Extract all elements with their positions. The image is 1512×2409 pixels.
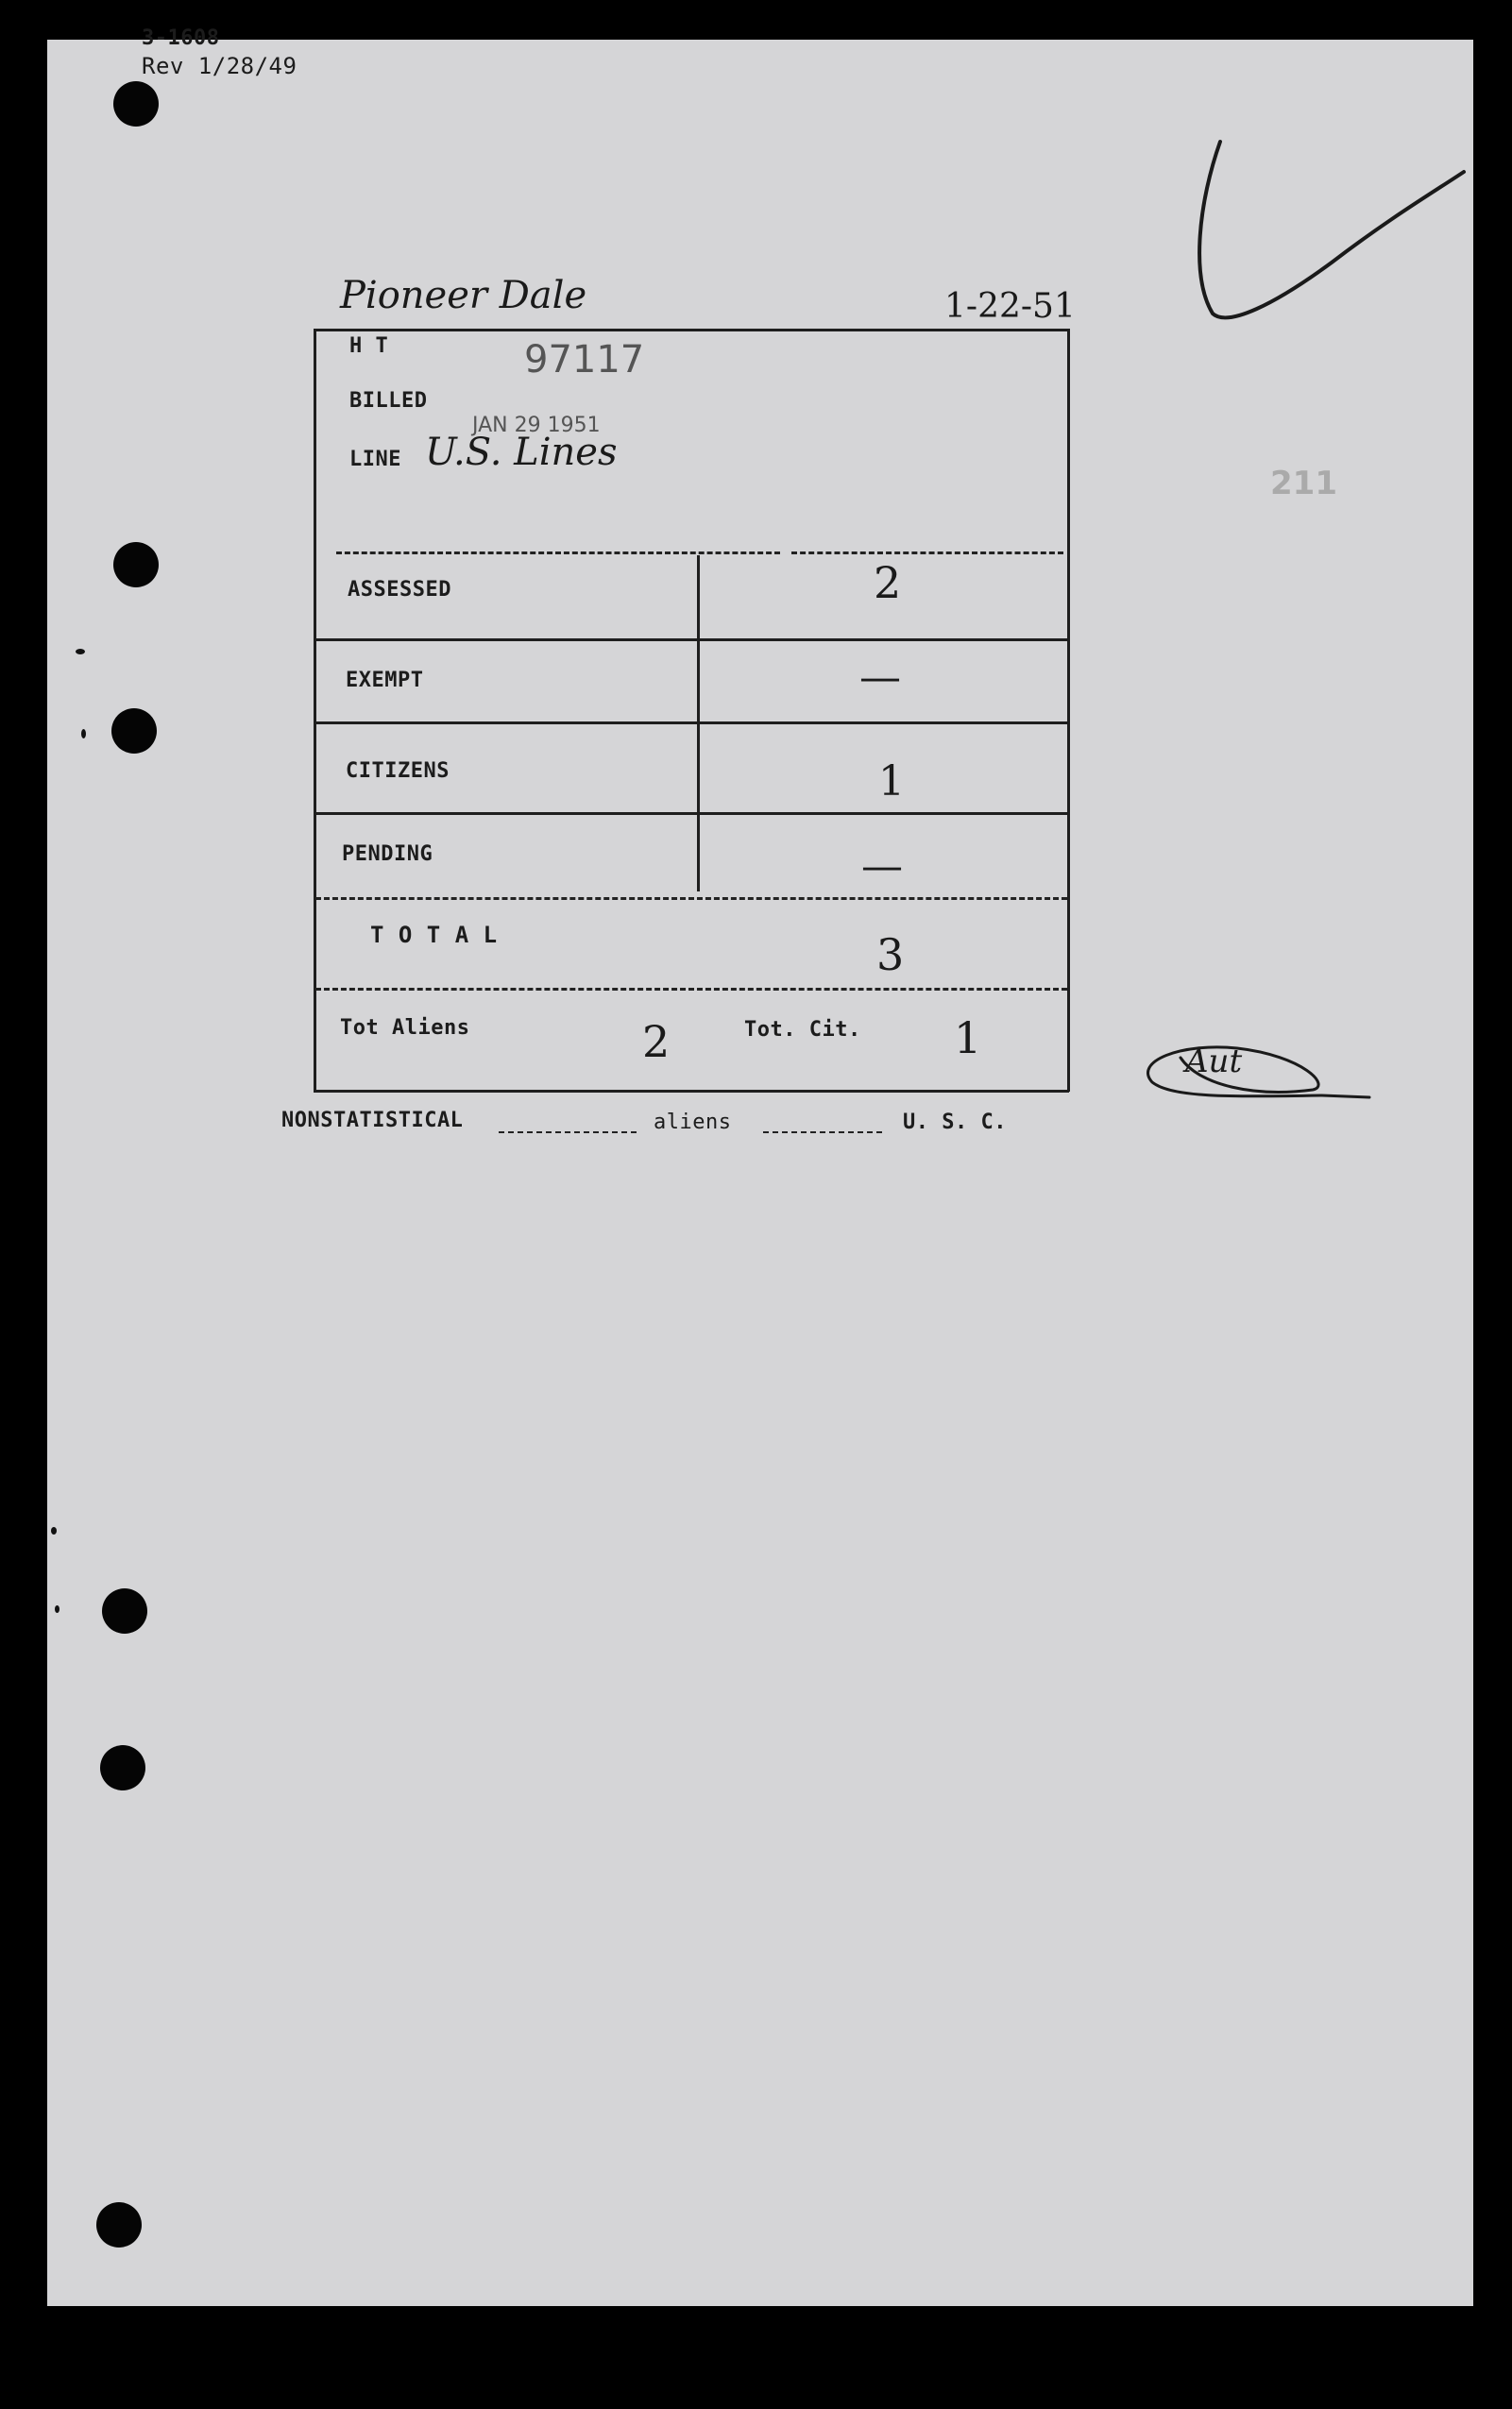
tot-cit-label: Tot. Cit.	[744, 1018, 861, 1042]
form-border-bottom	[314, 1090, 1069, 1093]
usc-label: U. S. C.	[903, 1111, 1007, 1134]
total-label: T O T A L	[370, 922, 498, 948]
tot-aliens-label: Tot Aliens	[340, 1016, 470, 1040]
initials-loop	[1148, 1047, 1369, 1097]
row-separator	[315, 721, 1067, 724]
billed-label: BILLED	[349, 389, 428, 413]
aliens-blank	[763, 1131, 882, 1133]
form-border-right	[1067, 329, 1070, 1092]
header-separator-right	[791, 551, 1063, 554]
form-number: 3-1608	[142, 26, 220, 50]
document-page	[47, 26, 1473, 2306]
row-separator	[315, 897, 1067, 900]
nonstatistical-blank	[499, 1131, 637, 1133]
form-border-top	[314, 329, 1069, 331]
pending-label: PENDING	[342, 842, 433, 866]
exempt-label: EXEMPT	[346, 669, 424, 692]
row-separator	[315, 988, 1067, 991]
assessed-value: 2	[874, 557, 902, 608]
vessel-name: Pioneer Dale	[340, 274, 587, 317]
tot-cit-value: 1	[954, 1012, 982, 1063]
form-border-left	[314, 329, 316, 1092]
header-separator	[336, 551, 780, 554]
pending-value: —	[861, 842, 903, 891]
assessed-label: ASSESSED	[348, 578, 451, 602]
checkmark-stroke	[1199, 142, 1464, 317]
aliens-label: aliens	[654, 1111, 732, 1134]
citizens-value: 1	[878, 757, 905, 806]
handwritten-marks	[47, 40, 1473, 2306]
total-value: 3	[876, 929, 905, 980]
ht-label: H T	[349, 334, 389, 358]
margin-number: 211	[1270, 465, 1337, 502]
citizens-label: CITIZENS	[346, 759, 450, 783]
billed-date-stamp: JAN 29 1951	[472, 414, 601, 437]
line-value: U.S. Lines	[425, 431, 618, 474]
initials: Aut	[1185, 1043, 1243, 1080]
tot-aliens-value: 2	[642, 1016, 671, 1067]
line-label: LINE	[349, 448, 401, 471]
form-revision: Rev 1/28/49	[142, 53, 297, 79]
exempt-value: —	[859, 653, 901, 702]
arrival-date: 1-22-51	[944, 287, 1076, 326]
ht-number-stamp: 97117	[524, 338, 645, 382]
nonstatistical-label: NONSTATISTICAL	[281, 1109, 464, 1132]
row-separator	[315, 638, 1067, 641]
row-separator	[315, 812, 1067, 815]
